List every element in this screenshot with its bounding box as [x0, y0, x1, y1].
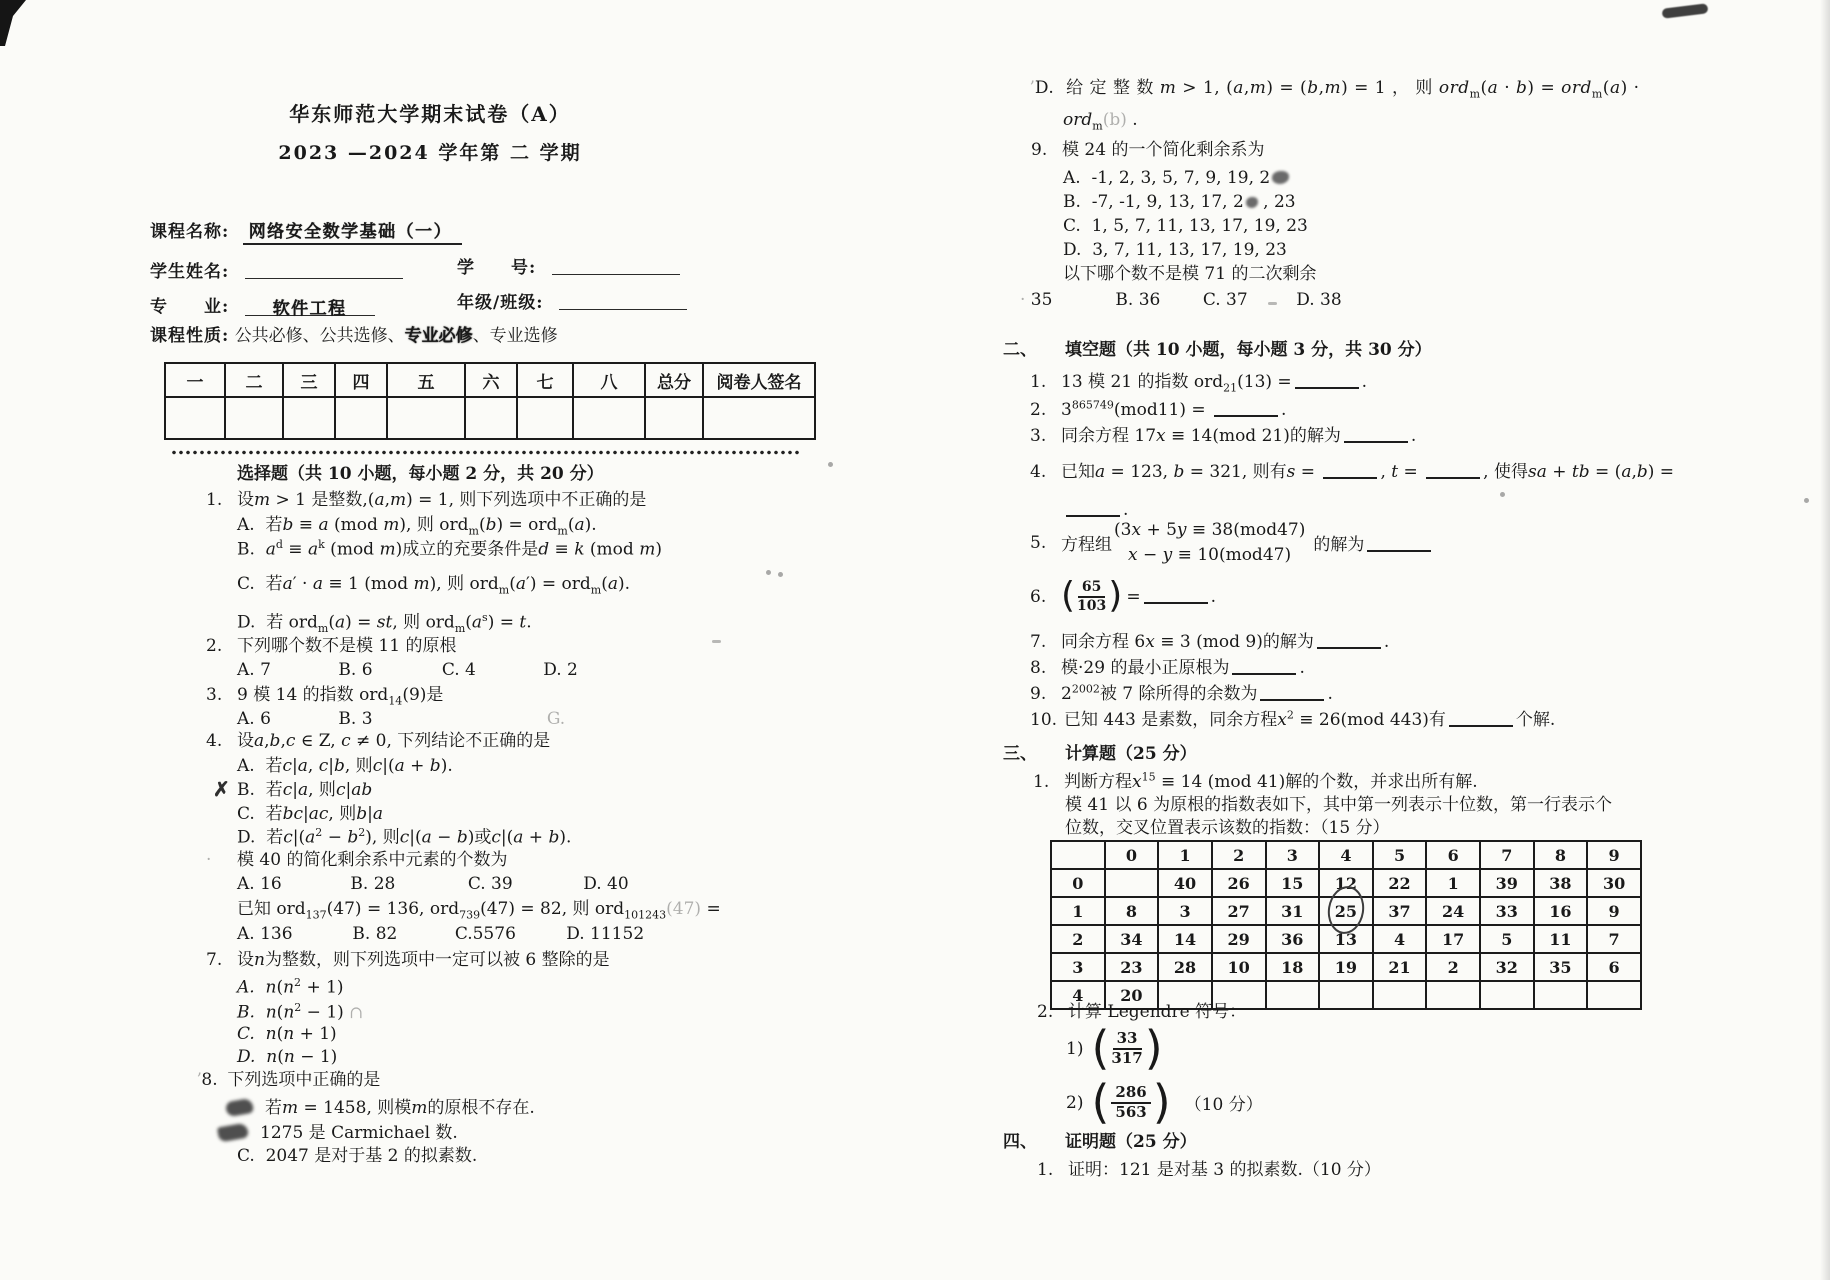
index-table-cell: 1 [1426, 869, 1480, 897]
course-nature-label: 课程性质: [150, 326, 230, 346]
student-name-label: 学生姓名: [150, 262, 230, 282]
index-table-cell [1266, 981, 1320, 1009]
score-empty-cell [703, 397, 815, 439]
scan-artifact [828, 462, 833, 467]
major-label: 专 业: [150, 297, 230, 317]
mc-q6-options [237, 924, 644, 945]
major-row [150, 297, 375, 318]
mc-q7-option-c: C. n(n + 1) [237, 1024, 337, 1044]
right-paren: ) [1108, 575, 1123, 617]
student-name-row [150, 262, 403, 283]
fill-item-2: 2. $3^{865749}(mod11)$ = . [1030, 398, 1287, 420]
index-table-cell: 0 [1051, 869, 1105, 897]
fill-item-5-suffix: 的解为 [1313, 530, 1434, 555]
scan-artifact [0, 0, 30, 50]
handwritten-cross-mark: ✗ [213, 777, 230, 801]
fill-section-num: 二、 [1003, 340, 1037, 360]
mc-q4-option-c: C. 若bc|ac, 则b|a [237, 804, 383, 824]
mc-q8-option-c: C. 2047 是对于基 2 的拟素数. [237, 1146, 478, 1166]
index-table-cell: 3 [1051, 953, 1105, 981]
scan-artifact [778, 572, 783, 577]
mc-q1-text: 设m > 1 是整数,(a,m) = 1, 则下列选项中不正确的是 [237, 490, 647, 510]
index-table-header-cell: 2 [1212, 841, 1266, 869]
score-empty-cell [387, 397, 465, 439]
mc-q9 [1031, 140, 1264, 161]
score-empty-cell [165, 397, 225, 439]
left-paren: ( [1091, 1075, 1110, 1129]
index-table-cell [1480, 981, 1534, 1009]
index-table-cell: 29 [1212, 925, 1266, 953]
exam-title: 华东师范大学期末试卷（A） [289, 102, 571, 126]
index-table-cell: 33 [1480, 897, 1534, 925]
mc-q7-option-b: B. $n(n^2 - 1)$ ∩ [237, 1001, 364, 1023]
score-header-cell: 三 [283, 363, 335, 397]
index-table-cell: 9 [1587, 897, 1641, 925]
mc-q3-text: 9 模 14 的指数 ord$_{14}$(9)是 [237, 685, 444, 708]
mc-q6: 已知 ord$_{137}$(47) = 136, ord$_{739}$(47) = 82, 则 ord$_{101243}$(47) = [237, 899, 721, 922]
score-header-cell: 一 [165, 363, 225, 397]
proof-section-heading: 四、 证明题（25 分） [1003, 1132, 1197, 1152]
proof-section-num: 四、 [1003, 1132, 1037, 1152]
fill-item-1: 1. 13 模 21 的指数 ord$_{21}$(13) = . [1030, 372, 1368, 395]
index-table-cell: 8 [1105, 897, 1159, 925]
index-table-cell: 40 [1158, 869, 1212, 897]
fill-item-4-line2: . [1063, 500, 1128, 521]
course-nature-row [150, 326, 558, 347]
score-header-cell: 五 [387, 363, 465, 397]
mc-q2-option-b: B. 6 [338, 660, 373, 680]
mc-q6-option-a: A. 136 [237, 924, 293, 944]
jacobi-symbol: $\frac{65}{103}$ [1077, 579, 1107, 614]
major-value: 软件工程 [272, 299, 347, 319]
mc-q2 [206, 636, 456, 657]
fill-item-6: 6. ( $\frac{65}{103}$ ) = . [1030, 575, 1216, 617]
scan-artifact [1500, 492, 1505, 497]
fill-item-10: 10. 已知 443 是素数，同余方程$x^2 \equiv 26(mod$ 443)有 个解. [1030, 708, 1556, 730]
mc-q3 [206, 685, 443, 708]
right-paren: ) [1152, 1075, 1171, 1129]
index-table-cell: 20 [1105, 981, 1159, 1009]
index-table-cell: 10 [1212, 953, 1266, 981]
calc-q1-line3: 位数，交叉位置表示该数的指数：（15 分） [1065, 818, 1390, 838]
dotted-separator [172, 450, 802, 455]
index-table-cell: 21 [1373, 953, 1427, 981]
smudged-option-label [217, 1123, 249, 1143]
score-header-cell: 六 [465, 363, 517, 397]
mc-q1-option-c: C. 若a′ · a ≡ 1 (mod m), 则 ord$_m$(a′) = ord$_m$(a). [237, 574, 631, 597]
mc-q1-option-d: D. 若 ord$_m$(a) = st, 则 $ord_m(a^s) = t$. [237, 611, 532, 636]
index-table-cell: 38 [1534, 869, 1588, 897]
semester-line: 2023 —2024 学年第 二 学期 [278, 142, 582, 164]
index-table-cell: 37 [1373, 897, 1427, 925]
index-table-cell: 11 [1534, 925, 1588, 953]
fill-section-heading: 二、 填空题（共 10 小题，每小题 3 分，共 30 分） [1003, 340, 1432, 360]
mc-q4-option-a: A. 若c|a, c|b, 则c|(a + b). [237, 756, 453, 776]
course-name-label: 课程名称: [150, 222, 230, 242]
mc-q1-option-a: A. 若b ≡ a (mod m), 则 ord$_m$(b) = ord$_m$(a). [237, 515, 597, 538]
mc-q9-option-b: B. -7, -1, 9, 13, 17, 2 , 23 [1063, 192, 1296, 212]
index-table-cell: 12 [1319, 869, 1373, 897]
mc-q5-num: · [206, 850, 212, 870]
score-header-cell: 总分 [645, 363, 703, 397]
index-table-header-cell: 9 [1587, 841, 1641, 869]
mc-q1-num: 1. [206, 490, 223, 510]
index-table-cell [1587, 981, 1641, 1009]
mc-q7-option-a: A. $n(n^2 + 1)$ [237, 976, 344, 998]
fill-item-8: 8. 模·29 的最小正原根为 . [1030, 658, 1305, 678]
mc-q2-num: 2. [206, 636, 223, 656]
class-label: 年级/班级: [457, 293, 544, 313]
mc-q6-option-b: B. 82 [352, 924, 398, 944]
mc-q6-option-c: C.5576 [454, 924, 516, 944]
mc-q3-faint-mark: G. [546, 709, 566, 729]
mc-q9-option-d: D. 3, 7, 11, 13, 17, 19, 23 [1063, 240, 1287, 260]
index-table-cell: 1 [1051, 897, 1105, 925]
mc-q3-option-a: A. 6 [237, 709, 271, 729]
mc-q7-num: 7. [206, 950, 223, 970]
major-blank [245, 299, 375, 319]
mc-q3-num: 3. [206, 685, 223, 705]
mc-q10-option-d: D. 38 [1296, 290, 1342, 310]
index-table-header-cell: 7 [1480, 841, 1534, 869]
proof-q1: 1. 证明：121 是对基 3 的拟素数.（10 分） [1037, 1160, 1381, 1180]
mc-q8-stray-mark: ʼ [196, 1070, 202, 1090]
mc-q2-option-a: A. 7 [237, 660, 271, 680]
index-table-cell: 5 [1480, 925, 1534, 953]
mc-q1-option-b: B. $a^d \equiv a^k$ (mod m)成立的充要条件是d ≡ k (mod m) [237, 538, 662, 560]
fill-item-9: 9. $2^{2002}$被 7 除所得的余数为 . [1030, 682, 1333, 704]
calc-section-num: 三、 [1003, 744, 1037, 764]
index-table-header-cell: 4 [1319, 841, 1373, 869]
index-table-cell: 18 [1266, 953, 1320, 981]
index-table-cell: 19 [1319, 953, 1373, 981]
student-id-blank [552, 258, 680, 275]
mc-q8-text: 下列选项中正确的是 [227, 1070, 381, 1090]
course-name-value: 网络安全数学基础（一） [243, 222, 463, 245]
index-table-cell [1534, 981, 1588, 1009]
mc-q2-option-c: C. 4 [441, 660, 476, 680]
mc-q10-option-a: · 35 [1020, 290, 1053, 310]
index-table-header-cell: 6 [1426, 841, 1480, 869]
index-table-cell [1105, 869, 1159, 897]
mc-q4-text: 设a,b,c ∈ Z, c ≠ 0, 下列结论不正确的是 [237, 731, 551, 751]
calc-q1-line2: 模 41 以 6 为原根的指数表如下，其中第一列表示十位数，第一行表示个 [1065, 795, 1613, 815]
index-table-cell: 23 [1105, 953, 1159, 981]
index-table-cell: 35 [1534, 953, 1588, 981]
index-table-cell: 27 [1212, 897, 1266, 925]
mc-q7 [206, 950, 610, 971]
smudged-option-label [225, 1098, 254, 1117]
mc-q10-text: 以下哪个数不是模 71 的二次剩余 [1063, 264, 1317, 284]
score-header-cell: 四 [335, 363, 387, 397]
index-table-cell: 25 [1319, 897, 1373, 925]
index-table-cell: 4 [1373, 925, 1427, 953]
mc-q8-num: 8. [201, 1070, 218, 1090]
mc-q5-options [237, 874, 629, 895]
class-blank [559, 293, 687, 310]
index-table-cell: 6 [1587, 953, 1641, 981]
mc-q2-option-d: D. 2 [543, 660, 578, 680]
scan-artifact [712, 640, 721, 643]
mc-q5-option-d: D. 40 [583, 874, 629, 894]
index-table-cell: 15 [1266, 869, 1320, 897]
index-table-cell: 2 [1426, 953, 1480, 981]
index-table-cell: 13 [1319, 925, 1373, 953]
mc-q4-num: 4. [206, 731, 223, 751]
index-table-cell: 4 [1051, 981, 1105, 1009]
mc-q9-text: 模 24 的一个简化剩余系为 [1062, 140, 1265, 160]
index-table-header-cell: 5 [1373, 841, 1427, 869]
congruence-system: (3x + 5y ≡ 38(mod47) x − y ≡ 10(mod47) [1114, 520, 1306, 565]
index-table-header-cell: 3 [1266, 841, 1320, 869]
fill-item-4: 4. 已知a = 123, b = 321, 则有s = , t = , 使得sa + tb = (a,b) = [1030, 462, 1675, 482]
mc-q5-option-c: C. 39 [467, 874, 513, 894]
student-id-label: 学 号: [457, 258, 537, 278]
mc-q6-option-d: D. 11152 [566, 924, 645, 944]
legendre-item-1 [1066, 1021, 1163, 1075]
mc-q8 [196, 1070, 380, 1091]
mc-q2-text: 下列哪个数不是模 11 的原根 [237, 636, 457, 656]
mc-q8-option-a: 若m = 1458, 则模m的原根不存在. [226, 1098, 535, 1119]
score-empty-cell [645, 397, 703, 439]
left-paren: ( [1091, 1021, 1110, 1075]
score-empty-cell [517, 397, 573, 439]
mc-q9-option-a: A. -1, 2, 3, 5, 7, 9, 19, 2 [1063, 168, 1289, 189]
legendre-symbol-1: $\frac{33}{317}$ [1111, 1028, 1143, 1067]
legendre-item-2-label: 2) [1066, 1092, 1084, 1113]
index-table-cell: 16 [1534, 897, 1588, 925]
mc-q8-option-d-line2: ord$_m$(b) . [1063, 110, 1138, 133]
mc-q10-options [1020, 290, 1342, 311]
mc-q10-option-c: C. 37 [1202, 290, 1248, 310]
index-table-cell: 3 [1158, 897, 1212, 925]
index-table-cell: 24 [1426, 897, 1480, 925]
fill-item-7: 7. 同余方程 6x ≡ 3 (mod 9)的解为 . [1030, 632, 1390, 652]
mc-q7-option-d: D. n(n − 1) [237, 1047, 338, 1067]
mc-q9-option-c: C. 1, 5, 7, 11, 13, 17, 19, 23 [1063, 216, 1308, 236]
scan-artifact [1662, 3, 1709, 19]
mc-q5 [206, 850, 507, 871]
mc-q10-option-b: B. 36 [1115, 290, 1161, 310]
mc-q4-option-b: ✗ B. 若c|a, 则c|ab [213, 777, 373, 801]
legendre-item-2-score: （10 分） [1184, 1095, 1263, 1116]
index-table-cell [1319, 981, 1373, 1009]
score-header-cell: 七 [517, 363, 573, 397]
index-table-header-cell [1051, 841, 1105, 869]
mc-q7-text: 设n为整数，则下列选项中一定可以被 6 整除的是 [237, 950, 610, 970]
class-row [457, 293, 687, 314]
legendre-item-1-label: 1) [1066, 1038, 1084, 1059]
system-label: 方程组 [1061, 535, 1112, 556]
calc-section-heading: 三、 计算题（25 分） [1003, 744, 1197, 764]
mc-q8-option-d-line1: ʼD. 给 定 整 数 m > 1, (a,m) = (b,m) = 1 ， 则 ord$_m$(a · b) = ord$_m$(a) · [1029, 78, 1640, 101]
mc-q3-options [237, 709, 565, 730]
legendre-item-2 [1066, 1075, 1263, 1129]
mc-q3-option-b: B. 3 [338, 709, 373, 729]
index-table-header-cell: 1 [1158, 841, 1212, 869]
scan-artifact [1804, 498, 1809, 503]
index-table [1050, 840, 1642, 1010]
mc-q5-option-a: A. 16 [237, 874, 282, 894]
student-id-row [457, 258, 680, 279]
index-table-cell: 17 [1426, 925, 1480, 953]
index-table-cell: 2 [1051, 925, 1105, 953]
mc-q8-option-b: 1275 是 Carmichael 数. [218, 1123, 458, 1144]
score-empty-cell [283, 397, 335, 439]
index-table-cell: 22 [1373, 869, 1427, 897]
course-nature-options: 公共必修、公共选修、专业必修、专业选修 [234, 326, 558, 346]
course-name-row [150, 222, 462, 243]
index-table-cell: 31 [1266, 897, 1320, 925]
index-table-cell: 28 [1158, 953, 1212, 981]
mc-q5-text: 模 40 的简化剩余系中元素的个数为 [237, 850, 508, 870]
index-table-header-cell: 0 [1105, 841, 1159, 869]
fill-item-3: 3. 同余方程 17x ≡ 14(mod 21)的解为 . [1030, 426, 1417, 446]
calc-q1-line1: 1. 判断方程$x^{15} \equiv 14$ (mod 41)解的个数，并求出所有解. [1033, 770, 1478, 792]
index-table-cell [1373, 981, 1427, 1009]
mc-q2-options [237, 660, 578, 681]
mc-heading: 选择题（共 10 小题，每小题 2 分，共 20 分） [237, 464, 604, 484]
score-header-cell: 阅卷人签名 [703, 363, 815, 397]
index-table-cell: 34 [1105, 925, 1159, 953]
legendre-symbol-2: $\frac{286}{563}$ [1111, 1085, 1150, 1121]
mc-q4 [206, 731, 550, 752]
index-table-cell [1426, 981, 1480, 1009]
student-name-blank [245, 262, 403, 279]
mc-q4-option-d: D. 若$c|(a^2 - b^2)$, 则c|(a − b)或c|(a + b). [237, 826, 572, 848]
fill-item-5: 5. 方程组 (3x + 5y ≡ 38(mod47) x − y ≡ 10(mod47) 的解为 [1030, 518, 1434, 567]
index-table-cell: 14 [1158, 925, 1212, 953]
score-header-cell: 二 [225, 363, 283, 397]
mc-q5-option-b: B. 28 [350, 874, 396, 894]
index-table-cell: 30 [1587, 869, 1641, 897]
index-table-cell: 26 [1212, 869, 1266, 897]
score-empty-cell [225, 397, 283, 439]
score-empty-cell [335, 397, 387, 439]
mc-q1 [206, 490, 646, 511]
index-table-cell: 7 [1587, 925, 1641, 953]
score-empty-cell [573, 397, 645, 439]
mc-q9-num: 9. [1031, 140, 1048, 160]
index-table-cell: 32 [1480, 953, 1534, 981]
calc-q2: 2. 计算 Legendre 符号： [1037, 1002, 1247, 1022]
score-header-cell: 八 [573, 363, 645, 397]
right-paren: ) [1144, 1021, 1163, 1075]
index-table-cell: 36 [1266, 925, 1320, 953]
score-empty-cell [465, 397, 517, 439]
left-paren: ( [1061, 575, 1076, 617]
index-table-cell: 39 [1480, 869, 1534, 897]
score-table [164, 362, 816, 440]
scan-artifact [766, 570, 771, 575]
course-nature-selected: 专业必修 [404, 326, 473, 346]
index-table-header-cell: 8 [1534, 841, 1588, 869]
